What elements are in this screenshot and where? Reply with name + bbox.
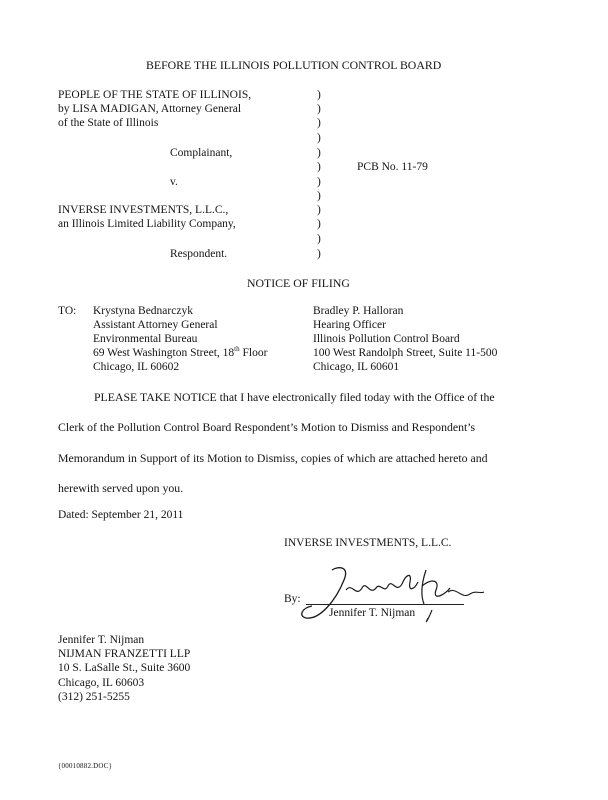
recipient-city: Chicago, IL 60601	[313, 361, 400, 373]
case-number: PCB No. 11-79	[357, 161, 428, 173]
recipient-street: 100 West Randolph Street, Suite 11-500	[313, 347, 498, 359]
attorney-line: Jennifer T. Nijman	[58, 634, 145, 646]
paren: )	[317, 204, 321, 216]
paren: )	[317, 89, 321, 101]
signer-name: Jennifer T. Nijman	[329, 607, 416, 619]
respondent-line: an Illinois Limited Liability Company,	[58, 218, 236, 230]
company-name: INVERSE INVESTMENTS, L.L.C.	[284, 537, 452, 549]
paren: )	[317, 117, 321, 129]
paren: )	[317, 132, 321, 144]
attorney-line: (312) 251-5255	[58, 691, 130, 703]
complainant-line: of the State of Illinois	[58, 117, 159, 129]
paren: )	[317, 176, 321, 188]
complainant-line: by LISA MADIGAN, Attorney General	[58, 103, 242, 115]
paren: )	[317, 147, 321, 159]
attorney-line: 10 S. LaSalle St., Suite 3600	[58, 662, 191, 674]
paren: )	[317, 233, 321, 245]
by-label: By:	[284, 593, 301, 605]
recipient-title: Hearing Officer	[313, 319, 386, 331]
recipient-street	[93, 347, 267, 361]
recipient-city: Chicago, IL 60602	[93, 361, 180, 373]
footer-doc-code: {00010882.DOC}	[58, 762, 113, 770]
respondent-line: INVERSE INVESTMENTS, L.L.C.,	[58, 204, 229, 216]
recipient-dept: Environmental Bureau	[93, 333, 198, 345]
paren: )	[317, 248, 321, 260]
street-text: 69 West Washington Street, 18	[93, 347, 235, 359]
versus-label: v.	[170, 176, 178, 188]
body-line: herewith served upon you.	[58, 481, 184, 495]
to-label: TO:	[58, 305, 77, 317]
street-floor: Floor	[239, 347, 268, 359]
recipient-name: Krystyna Bednarczyk	[93, 305, 193, 317]
attorney-line: Chicago, IL 60603	[58, 677, 145, 689]
body-line: Memorandum in Support of its Motion to Dismiss, copies of which are attached hereto and	[58, 451, 488, 465]
recipient-dept: Illinois Pollution Control Board	[313, 333, 460, 345]
respondent-label: Respondent.	[170, 248, 228, 260]
dated-line: Dated: September 21, 2011	[58, 509, 184, 521]
attorney-line: NIJMAN FRANZETTI LLP	[58, 648, 191, 660]
page-title: BEFORE THE ILLINOIS POLLUTION CONTROL BOARD	[146, 58, 442, 72]
paren: )	[317, 218, 321, 230]
paren: )	[317, 190, 321, 202]
paren: )	[317, 161, 321, 173]
body-line: Clerk of the Pollution Control Board Respondent’s Motion to Dismiss and Respondent’s	[58, 420, 476, 434]
complainant-line: PEOPLE OF THE STATE OF ILLINOIS,	[58, 89, 252, 101]
recipient-name: Bradley P. Halloran	[313, 305, 404, 317]
street-ordinal: th	[234, 345, 240, 354]
paren: )	[317, 103, 321, 115]
notice-title: NOTICE OF FILING	[247, 276, 350, 290]
complainant-label: Complainant,	[170, 147, 233, 159]
body-line: PLEASE TAKE NOTICE that I have electronically filed today with the Office of the	[94, 390, 495, 404]
recipient-title: Assistant Attorney General	[93, 319, 218, 331]
